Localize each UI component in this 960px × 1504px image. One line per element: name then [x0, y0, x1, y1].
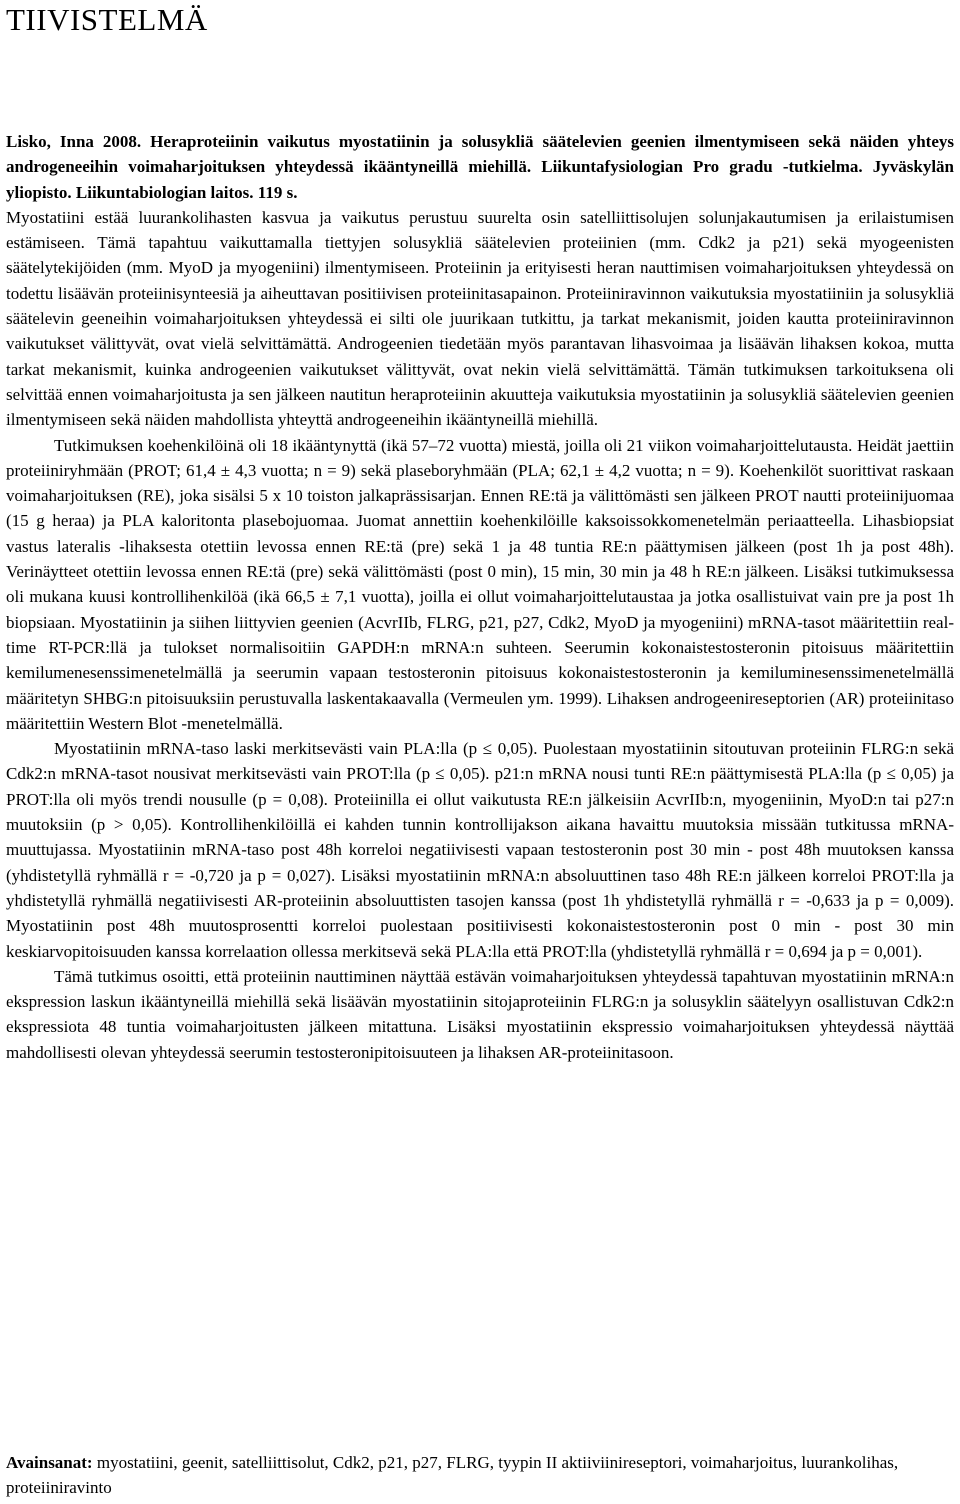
- body-paragraph-methods: Tutkimuksen koehenkilöinä oli 18 ikääntynyttä (ikä 57–72 vuotta) miestä, joilla oli 21 viikon voimaharjoittelutausta. Heidät jaettiin proteiiniryhmään (PROT; 61,4 ± 4,3 vuotta; n = 9) sekä plaseboryhmään (PLA; 62,1 ± 4,2 vuotta; n = 9). Koehenkilöt suorittivat raskaan voimaharjoituksen (RE), joka sisälsi 5 x 10 toiston jalkaprässisarjan. Ennen RE:tä ja välittömästi sen jälkeen PROT nautti proteiinijuomaa (15 g heraa) ja PLA kaloritonta plasebojuomaa. Juomat annettiin koehenkilöille kaksoissokkomenetelmän periaatteella. Lihasbiopsiat vastus lateralis -lihaksesta otettiin levossa ennen RE:tä (pre) sekä 1 ja 48 tuntia RE:n päättymisen jälkeen (post 1h ja post 48h). Verinäytteet otettiin levossa ennen RE:tä (pre) sekä välittömästi (post 0 min), 15 min, 30 min ja 48 h RE:n jälkeen. Lisäksi tutkimuksessa oli mukana kuusi kontrollihenkilöä (ikä 66,5 ± 7,1 vuotta), joilla ei ollut voimaharjoittelutaustaa ja jotka osallistuivat vain pre ja post 1h biopsiaan. Myostatiinin ja siihen liittyvien geenien (AcvrIIb, FLRG, p21, p27, Cdk2, MyoD ja myogeniini) mRNA-tasot määritettiin real-time RT-PCR:llä ja tulokset normalisoitiin GAPDH:n mRNA:n suhteen. Seerumin kokonaistestosteronin pitoisuus määritettiin kemilumenesenssimenetelmällä ja seerumin vapaan testosteronin pitoisuus kokonaistestosteronin ja kemiluminesenssimenetelmällä määritetyn SHBG:n pitoisuuksiin perustuvalla laskentakaavalla (Vermeulen ym. 1999). Lihaksen androgeenireseptorien (AR) proteiinitaso määritettiin Western Blot -menetelmällä.: [6, 435, 954, 733]
- body-paragraph-conclusion: Tämä tutkimus osoitti, että proteiinin nauttiminen näyttää estävän voimaharjoituksen yhteydessä tapahtuvan myostatiinin mRNA:n ekspression laskun ikääntyneillä miehillä sekä lisäävän myostatiinin sitojaproteiinin FLRG:n ja solusyklin säätelyyn osallistuvan Cdk2:n ekspressiota 48 tuntia voimaharjoitusten jälkeen mitattuna. Lisäksi myostatiinin ekspressio voimaharjoituksen yhteydessä näyttää mahdollisesti olevan yhteydessä seerumin testosteronipitoisuuteen ja lihaksen AR-proteiinitasoon.: [6, 966, 954, 1062]
- citation-paragraph: Lisko, Inna 2008. Heraproteiinin vaikutus myostatiinin ja solusykliä säätelevien geenien ilmentymiseen sekä näiden yhteys androgeneeihin voimaharjoituksen yhteydessä ikääntyneillä miehillä. Liikuntafysiologian Pro gradu -tutkielma. Jyväskylän yliopisto. Liikuntabiologian laitos. 119 s.: [6, 132, 954, 202]
- body-paragraph-results: Myostatiinin mRNA-taso laski merkitsevästi vain PLA:lla (p ≤ 0,05). Puolestaan myostatiinin sitoutuvan proteiinin FLRG:n sekä Cdk2:n mRNA-tasot nousivat merkitsevästi vain PROT:lla (p ≤ 0,05). p21:n mRNA nousi tunti RE:n päättymisestä PLA:lla (p ≤ 0,05) ja PROT:lla oli myös trendi nousulle (p = 0,08). Proteiinilla ei ollut vaikutusta RE:n jälkeisiin AcvrIIb:n, myogeniinin, MyoD:n tai p27:n muutoksiin (p > 0,05). Kontrollihenkilöillä ei kahden tunnin kontrollijakson aikana havaittu muutoksia missään tutkitussa mRNA-muuttujassa. Myostatiinin mRNA-taso post 48h korreloi negatiivisesti vapaan testosteronin post 30 min - post 48h muutoksen kanssa (yhdistetyllä ryhmällä r = -0,720 ja p = 0,027). Lisäksi myostatiinin mRNA:n absoluuttinen taso 48h RE:n jälkeen korreloi PROT:lla ja yhdistetyllä ryhmällä negatiivisesti AR-proteiinin absoluuttisten tasojen kanssa (post 1h yhdistetyllä ryhmällä r = -0,633 ja p = 0,009). Myostatiinin post 48h muutosprosentti korreloi puolestaan positiivisesti kokonaistestosteronin post 0 min - post 30 min keskiarvopitoisuuden kanssa korrelaation ollessa merkitsevä sekä PLA:lla että PROT:lla (yhdistetyllä ryhmällä r = 0,694 ja p = 0,001).: [6, 739, 954, 961]
- body-paragraph-background: Myostatiini estää luurankolihasten kasvua ja vaikutus perustuu suurelta osin satelliittisolujen solunjakautumisen ja erilaistumisen estämiseen. Tämä tapahtuu vaikuttamalla tiettyjen solusykliä säätelevien proteiinien (mm. Cdk2 ja p21) sekä myogeenisten säätelytekijöiden (mm. MyoD ja myogeniini) ilmentymiseen. Proteiinin ja erityisesti heran nauttimisen voimaharjoituksen yhteydessä on todettu lisäävän proteiinisynteesiä ja aiheuttavan positiivisen proteiinitasapainon. Proteiiniravinnon vaikutuksia myostatiiniin ja solusykliä säätelevin geeneihin voimaharjoituksen yhteydessä ei silti ole juurikaan tutkittu, ja tarkat mekanismit, joiden kautta proteiiniravinnon vaikutukset välittyvät, ovat vielä selvittämättä. Androgeenien tiedetään myös parantavan lihasvoimaa ja lisäävän lihaksen kokoa, mutta tarkat mekanismit, kuinka androgeenien vaikutukset välittyvät, ovat nekin vielä selvittämättä. Tämän tutkimuksen tarkoituksena oli selvittää ennen voimaharjoitusta ja sen jälkeen nautitun heraproteiinin akuutteja vaikutuksia myostatiinin ja solusykliä säätelevien geenien ilmentymiseen sekä näiden mahdollista yhteyttä androgeeneihin ikääntyneillä miehillä.: [6, 207, 954, 430]
- abstract-body: [6, 129, 954, 1065]
- page-title: TIIVISTELMÄ: [6, 2, 208, 37]
- keywords-text: myostatiini, geenit, satelliittisolut, Cdk2, p21, p27, FLRG, tyypin II aktiiviinireseptori, voimaharjoitus, luurankolihas, proteiiniravinto: [6, 1453, 899, 1498]
- keywords-label: Avainsanat:: [6, 1453, 93, 1472]
- keywords-block: [6, 1450, 954, 1501]
